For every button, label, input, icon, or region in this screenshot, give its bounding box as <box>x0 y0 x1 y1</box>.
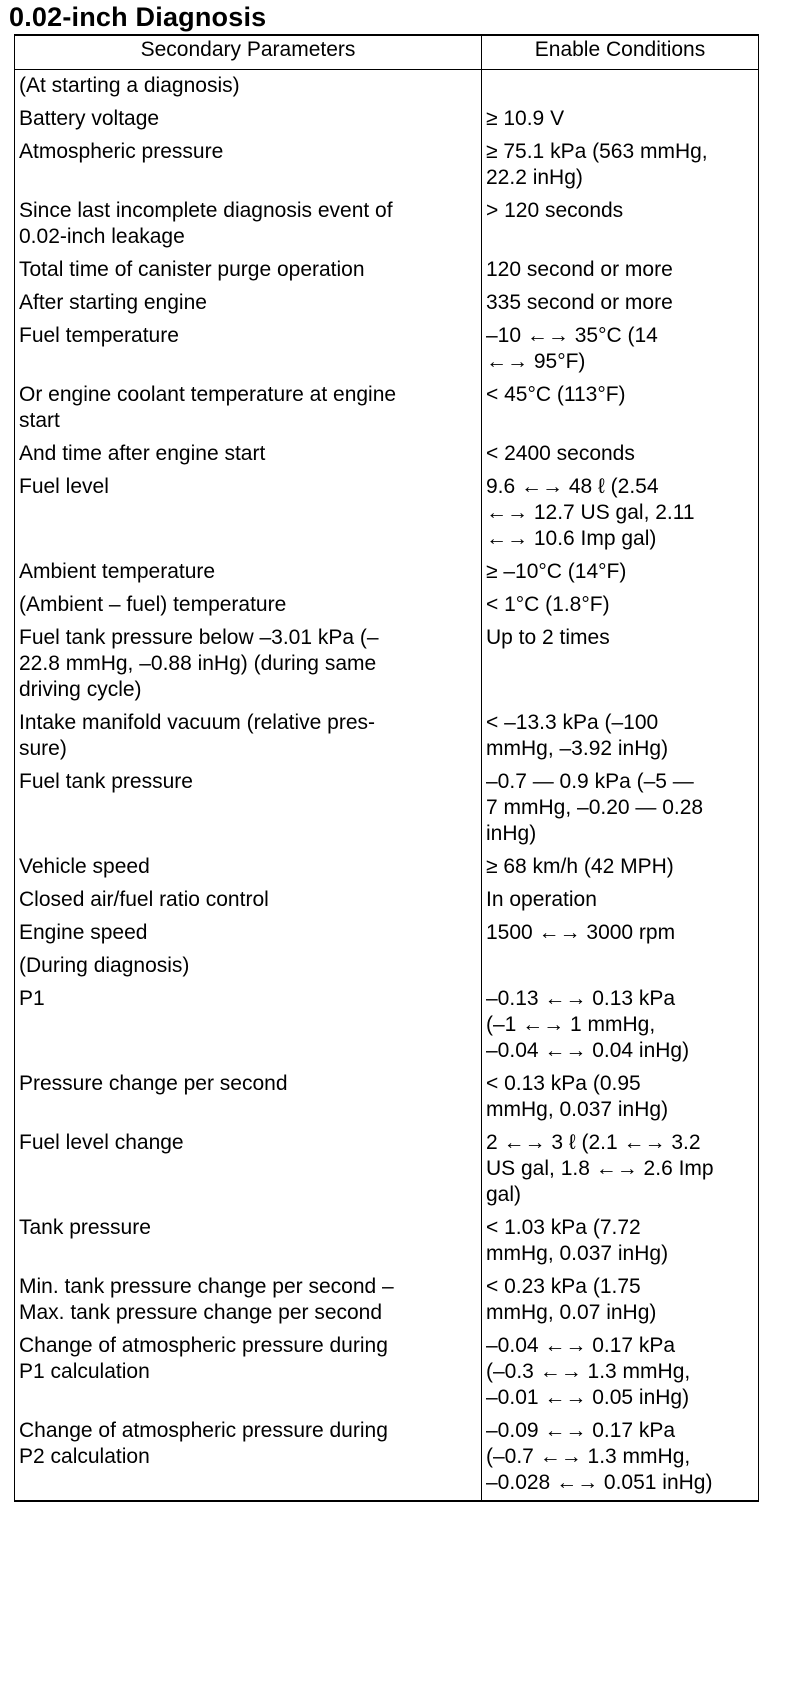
condition-cell <box>482 950 759 983</box>
parameter-cell: Fuel level <box>15 471 482 556</box>
condition-cell <box>482 70 759 104</box>
parameter-cell: Change of atmospheric pressure during P2 calculation <box>15 1415 482 1501</box>
table-row <box>15 556 759 589</box>
table-row <box>15 136 759 195</box>
parameter-cell: Change of atmospheric pressure during P1 calculation <box>15 1330 482 1415</box>
condition-cell: > 120 seconds <box>482 195 759 254</box>
table-row <box>15 195 759 254</box>
condition-cell: In operation <box>482 884 759 917</box>
table-row <box>15 320 759 379</box>
parameter-cell: Ambient temperature <box>15 556 482 589</box>
condition-cell: ≥ –10°C (14°F) <box>482 556 759 589</box>
parameter-cell: Battery voltage <box>15 103 482 136</box>
table-row <box>15 884 759 917</box>
table-row <box>15 950 759 983</box>
condition-cell: 2 ←→ 3 ℓ (2.1 ←→ 3.2 US gal, 1.8 ←→ 2.6 Imp gal) <box>482 1127 759 1212</box>
condition-cell: < 1.03 kPa (7.72 mmHg, 0.037 inHg) <box>482 1212 759 1271</box>
parameter-cell: Tank pressure <box>15 1212 482 1271</box>
parameter-cell: Fuel tank pressure below –3.01 kPa (– 22.8 mmHg, –0.88 inHg) (during same driving cycle) <box>15 622 482 707</box>
parameter-cell: Since last incomplete diagnosis event of 0.02-inch leakage <box>15 195 482 254</box>
parameter-cell: P1 <box>15 983 482 1068</box>
table-body <box>15 70 759 1502</box>
document-title: 0.02-inch Diagnosis <box>9 2 267 32</box>
table-row <box>15 1330 759 1415</box>
parameter-cell: (At starting a diagnosis) <box>15 70 482 104</box>
table-row <box>15 851 759 884</box>
condition-cell: –10 ←→ 35°C (14 ←→ 95°F) <box>482 320 759 379</box>
condition-cell: < –13.3 kPa (–100 mmHg, –3.92 inHg) <box>482 707 759 766</box>
table-row <box>15 766 759 851</box>
enable-conditions-table <box>14 34 759 1502</box>
parameter-cell: Vehicle speed <box>15 851 482 884</box>
table-row <box>15 1068 759 1127</box>
parameter-cell: After starting engine <box>15 287 482 320</box>
table-row <box>15 1127 759 1212</box>
parameter-cell: Fuel tank pressure <box>15 766 482 851</box>
table-row <box>15 287 759 320</box>
table-row <box>15 379 759 438</box>
table-row <box>15 1271 759 1330</box>
parameter-cell: Total time of canister purge operation <box>15 254 482 287</box>
condition-cell: 335 second or more <box>482 287 759 320</box>
table-row <box>15 103 759 136</box>
condition-cell: –0.04 ←→ 0.17 kPa (–0.3 ←→ 1.3 mmHg, –0.01 ←→ 0.05 inHg) <box>482 1330 759 1415</box>
parameter-cell: Intake manifold vacuum (relative pres- sure) <box>15 707 482 766</box>
condition-cell: –0.7 — 0.9 kPa (–5 — 7 mmHg, –0.20 — 0.28 inHg) <box>482 766 759 851</box>
table-row <box>15 438 759 471</box>
table-row <box>15 917 759 950</box>
condition-cell: < 0.13 kPa (0.95 mmHg, 0.037 inHg) <box>482 1068 759 1127</box>
parameter-cell: Fuel level change <box>15 1127 482 1212</box>
table-row <box>15 254 759 287</box>
parameter-cell: Atmospheric pressure <box>15 136 482 195</box>
condition-cell: 1500 ←→ 3000 rpm <box>482 917 759 950</box>
condition-cell: 120 second or more <box>482 254 759 287</box>
condition-cell: ≥ 10.9 V <box>482 103 759 136</box>
parameter-cell: Pressure change per second <box>15 1068 482 1127</box>
condition-cell: ≥ 75.1 kPa (563 mmHg, 22.2 inHg) <box>482 136 759 195</box>
condition-cell: ≥ 68 km/h (42 MPH) <box>482 851 759 884</box>
condition-cell: Up to 2 times <box>482 622 759 707</box>
condition-cell: < 0.23 kPa (1.75 mmHg, 0.07 inHg) <box>482 1271 759 1330</box>
parameter-cell: (Ambient – fuel) temperature <box>15 589 482 622</box>
condition-cell: –0.13 ←→ 0.13 kPa (–1 ←→ 1 mmHg, –0.04 ←→ 0.04 inHg) <box>482 983 759 1068</box>
column-header-secondary-parameters: Secondary Parameters <box>15 35 482 70</box>
condition-cell: < 2400 seconds <box>482 438 759 471</box>
parameter-cell: Engine speed <box>15 917 482 950</box>
condition-cell: –0.09 ←→ 0.17 kPa (–0.7 ←→ 1.3 mmHg, –0.028 ←→ 0.051 inHg) <box>482 1415 759 1501</box>
parameter-cell: Fuel temperature <box>15 320 482 379</box>
condition-cell: 9.6 ←→ 48 ℓ (2.54 ←→ 12.7 US gal, 2.11 ←→ 10.6 Imp gal) <box>482 471 759 556</box>
parameter-cell: Min. tank pressure change per second – Max. tank pressure change per second <box>15 1271 482 1330</box>
condition-cell: < 1°C (1.8°F) <box>482 589 759 622</box>
parameter-cell: (During diagnosis) <box>15 950 482 983</box>
table-header-row <box>15 35 759 70</box>
table-row <box>15 471 759 556</box>
table-row <box>15 983 759 1068</box>
table-row <box>15 1415 759 1501</box>
table-row <box>15 622 759 707</box>
table-row <box>15 707 759 766</box>
document-page <box>6 0 796 1502</box>
parameter-cell: And time after engine start <box>15 438 482 471</box>
table-row <box>15 589 759 622</box>
table-row <box>15 70 759 104</box>
parameter-cell: Or engine coolant temperature at engine start <box>15 379 482 438</box>
table-row <box>15 1212 759 1271</box>
column-header-enable-conditions: Enable Conditions <box>482 35 759 70</box>
condition-cell: < 45°C (113°F) <box>482 379 759 438</box>
parameter-cell: Closed air/fuel ratio control <box>15 884 482 917</box>
